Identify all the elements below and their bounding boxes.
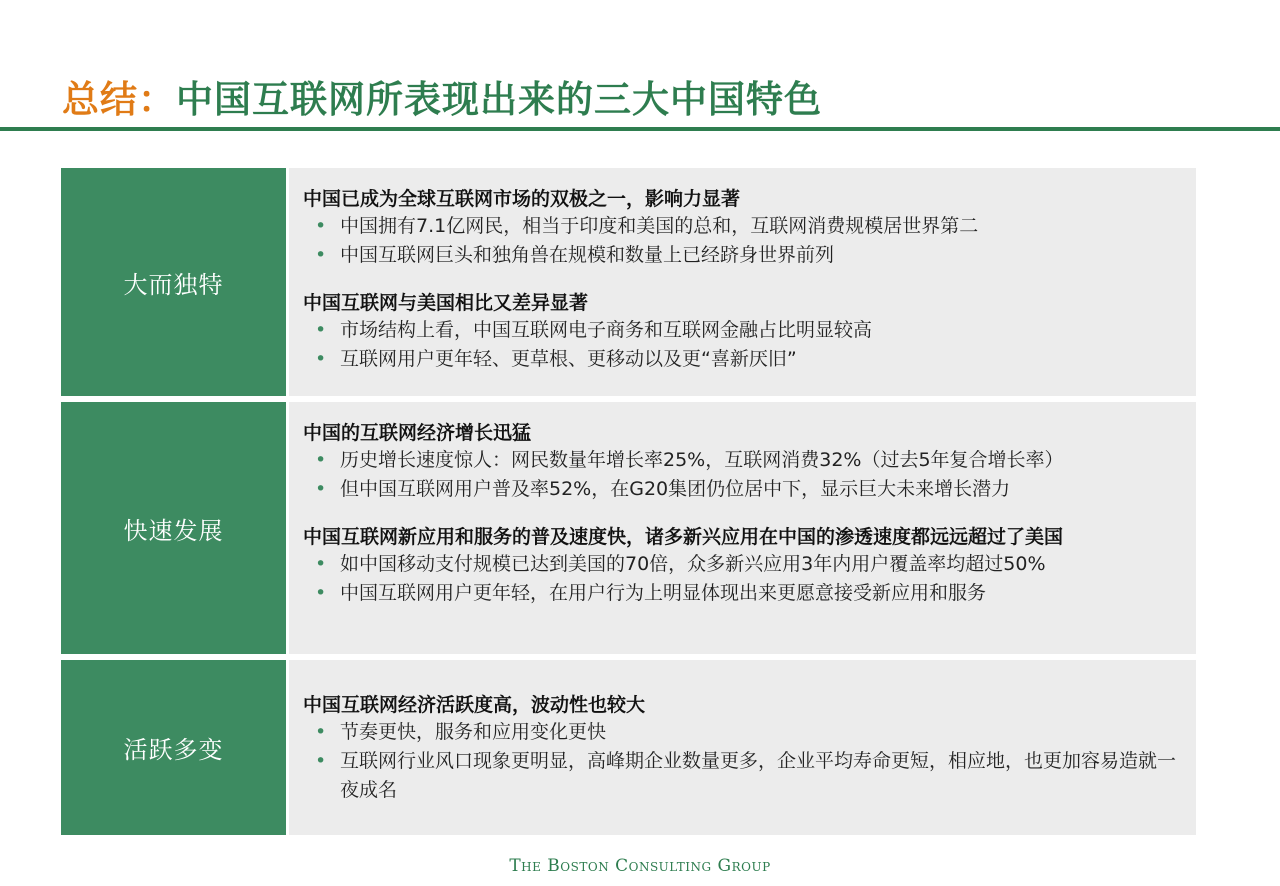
bullet-text: 互联网用户更年轻、更草根、更移动以及更“喜新厌旧” (340, 348, 797, 370)
bullet-text: 如中国移动支付规模已达到美国的70倍，众多新兴应用3年内用户覆盖率均超过50% (340, 553, 1046, 575)
bullet-item (303, 241, 1180, 270)
bullet-icon: • (315, 478, 327, 500)
bullet-list (303, 550, 1180, 608)
bullet-icon: • (315, 449, 327, 471)
bullet-item (303, 475, 1180, 504)
bullet-item (303, 316, 1180, 345)
bullet-text: 中国互联网用户更年轻，在用户行为上明显体现出来更愿意接受新应用和服务 (340, 582, 987, 604)
bullet-text: 节奏更快，服务和应用变化更快 (340, 721, 607, 743)
content-section (303, 290, 1180, 374)
bullet-list (303, 316, 1180, 374)
row-label: 大而独特 (61, 168, 286, 396)
content-section (303, 420, 1180, 504)
company-logo-text (0, 856, 1280, 876)
row-label: 快速发展 (61, 402, 286, 654)
section-heading: 中国互联网经济活跃度高，波动性也较大 (303, 694, 646, 716)
bullet-list (303, 212, 1180, 270)
title-accent: 总结： (62, 78, 176, 121)
bullet-item (303, 212, 1180, 241)
bullet-icon: • (315, 215, 327, 237)
row-content (289, 168, 1196, 396)
bullet-text: 但中国互联网用户普及率52%，在G20集团仍位居中下，显示巨大未来增长潜力 (340, 478, 1011, 500)
content-section (303, 524, 1180, 608)
bullet-text: 市场结构上看，中国互联网电子商务和互联网金融占比明显较高 (340, 319, 873, 341)
summary-row-large-unique (61, 168, 1196, 396)
title-main: 中国互联网所表现出来的三大中国特色 (176, 78, 822, 121)
bullet-list (303, 718, 1180, 805)
bullet-item (303, 747, 1180, 805)
footer-text: The Boston Consulting Group (509, 856, 771, 876)
section-heading: 中国已成为全球互联网市场的双极之一，影响力显著 (303, 188, 741, 210)
bullet-icon: • (315, 750, 327, 772)
bullet-icon: • (315, 348, 327, 370)
bullet-icon: • (315, 582, 327, 604)
bullet-icon: • (315, 244, 327, 266)
title-divider (0, 127, 1280, 131)
bullet-item (303, 345, 1180, 374)
section-heading: 中国互联网新应用和服务的普及速度快，诸多新兴应用在中国的渗透速度都远远超过了美国 (303, 526, 1064, 548)
bullet-item (303, 579, 1180, 608)
bullet-icon: • (315, 553, 327, 575)
bullet-icon: • (315, 721, 327, 743)
row-content (289, 402, 1196, 654)
bullet-icon: • (315, 319, 327, 341)
bullet-list (303, 446, 1180, 504)
section-heading: 中国互联网与美国相比又差异显著 (303, 292, 589, 314)
summary-row-active-volatile (61, 660, 1196, 835)
bullet-text: 历史增长速度惊人：网民数量年增长率25%，互联网消费32%（过去5年复合增长率） (340, 449, 1064, 471)
bullet-text: 中国互联网巨头和独角兽在规模和数量上已经跻身世界前列 (340, 244, 835, 266)
bullet-item (303, 718, 1180, 747)
bullet-text: 中国拥有7.1亿网民，相当于印度和美国的总和，互联网消费规模居世界第二 (340, 215, 979, 237)
page-title (62, 70, 822, 130)
bullet-text: 互联网行业风口现象更明显，高峰期企业数量更多，企业平均寿命更短，相应地，也更加容易造就一夜成名 (340, 750, 1177, 801)
content-section (303, 692, 1180, 805)
summary-row-fast-growth (61, 402, 1196, 654)
content-section (303, 186, 1180, 270)
row-content (289, 660, 1196, 835)
row-label: 活跃多变 (61, 660, 286, 835)
bullet-item (303, 446, 1180, 475)
bullet-item (303, 550, 1180, 579)
section-heading: 中国的互联网经济增长迅猛 (303, 422, 532, 444)
